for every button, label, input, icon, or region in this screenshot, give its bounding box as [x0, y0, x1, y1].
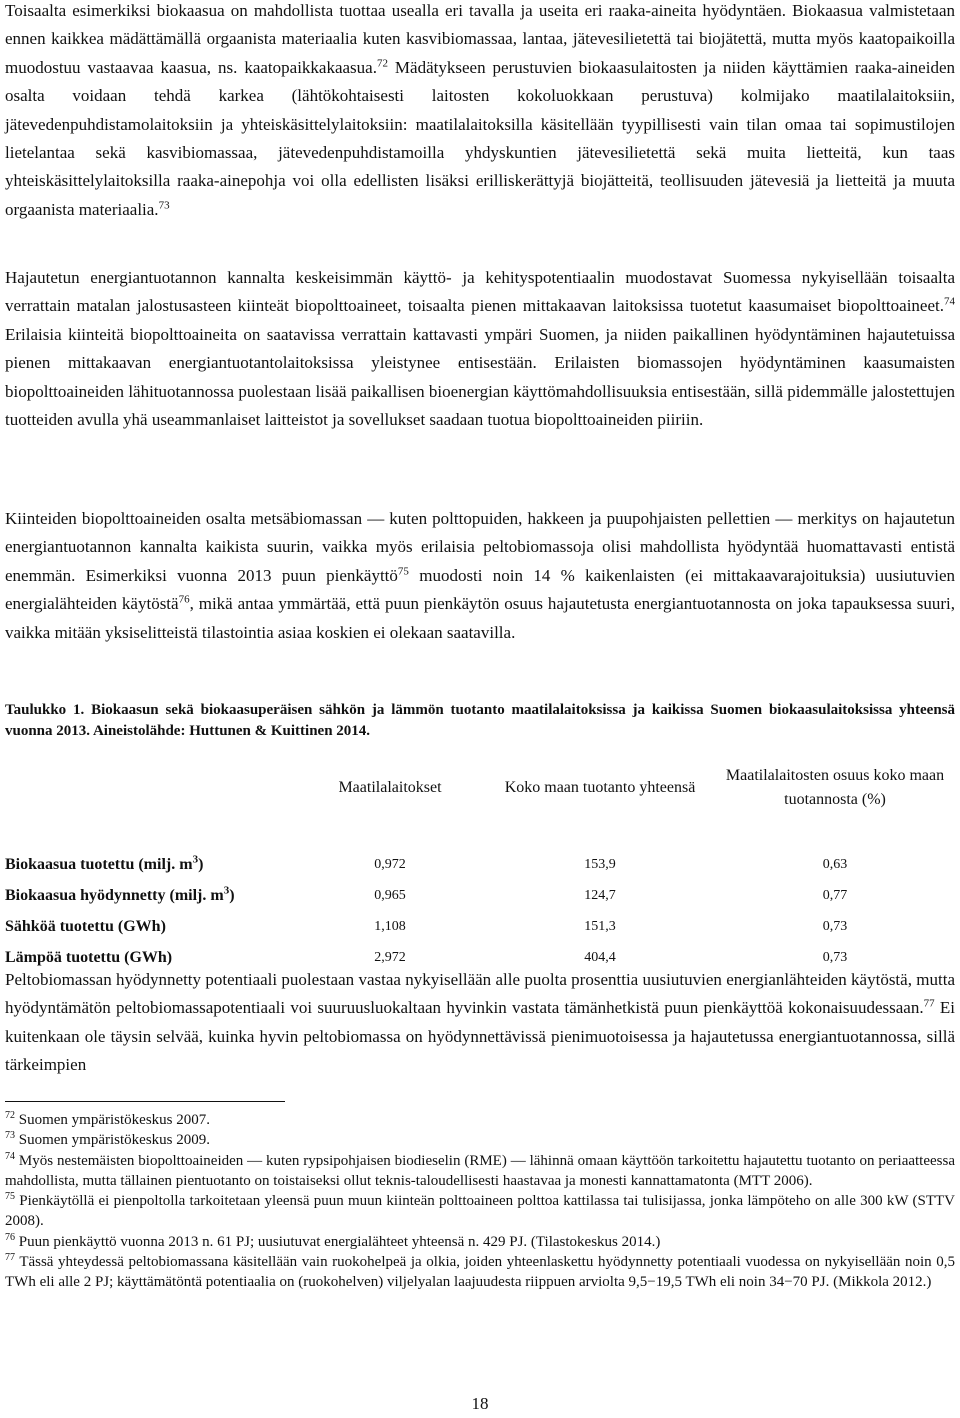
footnote-ref-75[interactable]: 75: [397, 565, 409, 578]
row-label: Biokaasua tuotettu (milj. $m^3$): [5, 853, 204, 873]
table-header-row: [5, 758, 955, 818]
footnote-ref-72[interactable]: 72: [376, 57, 388, 70]
footnote-75: $^{75}$ Pienkäytöllä ei pienpoltolla tarkoitetaan yleensä puun muun kiinteän polttoaineen polttoa kattilassa tai tulisijassa, jonka lämpöteho on alle 300 kW (STTV 2008).: [5, 1191, 955, 1230]
row-label: Biokaasua hyödynnetty (milj. $m^3$): [5, 884, 235, 904]
table-cell: 0,77: [822, 887, 848, 903]
table-header-cell: Koko maan tuotanto yhteensä: [504, 779, 696, 796]
footnote-74: $^{74}$ Myös nestemäisten biopolttoaineiden — kuten rypsipohjaisen biodieselin (RME) — lähinnä omaan käyttöön tarkoitettu hajautettu tuotanto on periaatteessa mahdollista, mutta tällainen pientuotanto on toistaiseksi ollut teknis-taloudellisesti haastavaa ja monesti kannattamatonta (MTT 2006).: [5, 1150, 955, 1189]
table-cell: 1,108: [374, 918, 406, 934]
table-row: [5, 911, 955, 942]
footnotes: [5, 1110, 955, 1293]
table-cell: 0,972: [374, 856, 406, 872]
table-cell: 0,965: [374, 887, 406, 903]
paragraph-3: Kiinteiden biopolttoaineiden osalta metsäbiomassan — kuten polttopuiden, hakkeen ja puupohjaisten pellettien — merkitys on hajautetun energiantuotannon kannalta kaikista suurin, vaikka myös erilaisia peltobiomassoja olisi mahdollista hyödyntää huomattavasti entistä enemmän. Esimerkiksi vuonna 2013 puun pienkäyttö$^{75}$ muodosti noin 14 % kaikenlaisten (ei mittakaavarajoituksia) uusiutuvien energialähteiden käytöstä$^{76}$, mikä antaa ymmärtää, että puun pienkäytön osuus hajautetusta energiantuotannosta on joka tapauksessa suuri, vaikka mitään yksiselitteistä tilastointia asiaa koskien ei olekaan saatavilla.: [5, 509, 955, 642]
table-cell: 151,3: [584, 918, 616, 934]
table-cell: 153,9: [584, 856, 616, 872]
footnote-ref-73[interactable]: 73: [158, 199, 170, 212]
footnote-ref-77[interactable]: 77: [923, 997, 935, 1010]
table-header-cell: Maatilalaitosten osuus koko maan tuotannosta (%): [725, 767, 945, 808]
page-number: 18: [471, 1394, 489, 1413]
table-cell: 404,4: [584, 949, 616, 965]
footnote-76: $^{76}$ Puun pienkäyttö vuonna 2013 n. 61 PJ; uusiutuvat energialähteet yhteensä n. 429 PJ. (Tilastokeskus 2014.): [5, 1231, 661, 1250]
table-cell: 2,972: [374, 949, 406, 965]
footnote-77: $^{77}$ Tässä yhteydessä peltobiomassana käsitellään vain ruokohelpeä ja olkia, joiden yhteenlaskettu hyödynnetty potentiaali vuodessa on nykyisellään noin 0,5 TWh eli alle 2 PJ; käyttämätöntä potentiaalia on (ruokohelven) viljelyalan laajuudesta riippuen arviolta 9,5−19,5 TWh eli noin 34−70 PJ. (Mikkola 2012.): [5, 1252, 955, 1291]
data-table: [5, 758, 955, 973]
table-caption: Taulukko 1. Biokaasun sekä biokaasuperäisen sähkön ja lämmön tuotanto maatilalaitoksissa ja kaikissa Suomen biokaasulaitoksissa yhteensä vuonna 2013. Aineistolähde: Huttunen & Kuittinen 2014.: [5, 702, 955, 739]
table-cell: 0,63: [822, 856, 848, 872]
table-header-cell: Maatilalaitokset: [338, 779, 442, 796]
table-cell: 0,73: [822, 949, 848, 965]
table-header-blank: [5, 758, 295, 818]
footnote-separator: [5, 1101, 285, 1102]
table-cell: 0,73: [822, 918, 848, 934]
row-label: Sähköä tuotettu (GWh): [5, 917, 166, 935]
footnote-ref-76[interactable]: 76: [178, 593, 190, 606]
table-row: [5, 849, 955, 880]
paragraph-1: Toisaalta esimerkiksi biokaasua on mahdollista tuottaa usealla eri tavalla ja useita eri raaka-aineita hyödyntäen. Biokaasua valmistetaan ennen kaikkea mädättämällä orgaanista materiaalia kuten kasvibiomassaa, lantaa, jätevesilietettä tai biojätettä, mutta myös kaatopaikoilla muodostuu vastaavaa kaasua, ns. kaatopaikkakaasua.$^{72}$ Mädätykseen perustuvien biokaasulaitosten ja niiden käyttämien raaka-aineiden osalta voidaan tehdä karkea (lähtökohtaisesti laitosten kokoluokkaan perustuva) kolmijako maatilalaitoksiin, jätevedenpuhdistamolaitoksiin ja yhteiskäsittelylaitoksiin: maatilalaitoksilla käsitellään tyypillisesti vain tilan omaa tai sopimustilojen lietelantaa sekä kasvibiomassaa, jätevedenpuhdistamoilla yhdyskuntien jätevesilietettä sekä muita lietteitä, kun taas yhteiskäsittelylaitoksilla raaka-ainepohja voi olla edellisten lisäksi erilliskerättyjä biojätteitä, teollisuuden jätevesiä ja lietteitä ja muuta orgaanista materiaalia.$^{73}$: [5, 1, 955, 219]
footnote-73: $^{73}$ Suomen ympäristökeskus 2009.: [5, 1130, 210, 1149]
footnote-72: $^{72}$ Suomen ympäristökeskus 2007.: [5, 1110, 210, 1128]
footnote-ref-74[interactable]: 74: [944, 295, 955, 308]
paragraph-4: Peltobiomassan hyödynnetty potentiaali puolestaan vastaa nykyisellään alle puolta prosenttia uusiutuvien energianlähteiden käytöstä, mutta hyödyntämätön peltobiomassapotentiaali voi suuruusluokaltaan hyvinkin vastata tämänhetkistä puun pienkäyttöä kokonaisuudessaan.$^{77}$ Ei kuitenkaan ole täysin selvää, kuinka hyvin peltobiomassa on hyödynnettävissä pienimuotoisessa ja hajautetussa energiantuotannossa, sillä tärkeimpien: [5, 970, 955, 1075]
row-label: Lämpöä tuotettu (GWh): [5, 948, 173, 966]
table-cell: 124,7: [584, 887, 616, 903]
paragraph-2: Hajautetun energiantuotannon kannalta keskeisimmän käyttö- ja kehityspotentiaalin muodostavat Suomessa nykyisellään toisaalta verrattain matalan jalostusasteen kiinteät biopolttoaineet, toisaalta pienen mittakaavan laitoksissa tuotetut kaasumaiset biopolttoaineet.$^{74}$ Erilaisia kiinteitä biopolttoaineita on saatavissa verrattain kattavasti ympäri Suomen, ja niiden paikallinen hyödyntäminen hajautetuissa pienen mittakaavan energiantuotantolaitoksissa yleistynee entisestään. Erilaisten biomassojen hyödyntäminen kaasumaisten biopolttoaineiden lähituotannossa puolestaan lisää paikallisen bioenergian käyttömahdollisuuksia entisestään, sillä pidemmälle jalostettujen tuotteiden avulla yhä useammanlaiset laitteistot ja sovellukset saadaan tuotua biopolttoaineiden piiriin.: [5, 268, 955, 430]
table-row: [5, 880, 955, 911]
